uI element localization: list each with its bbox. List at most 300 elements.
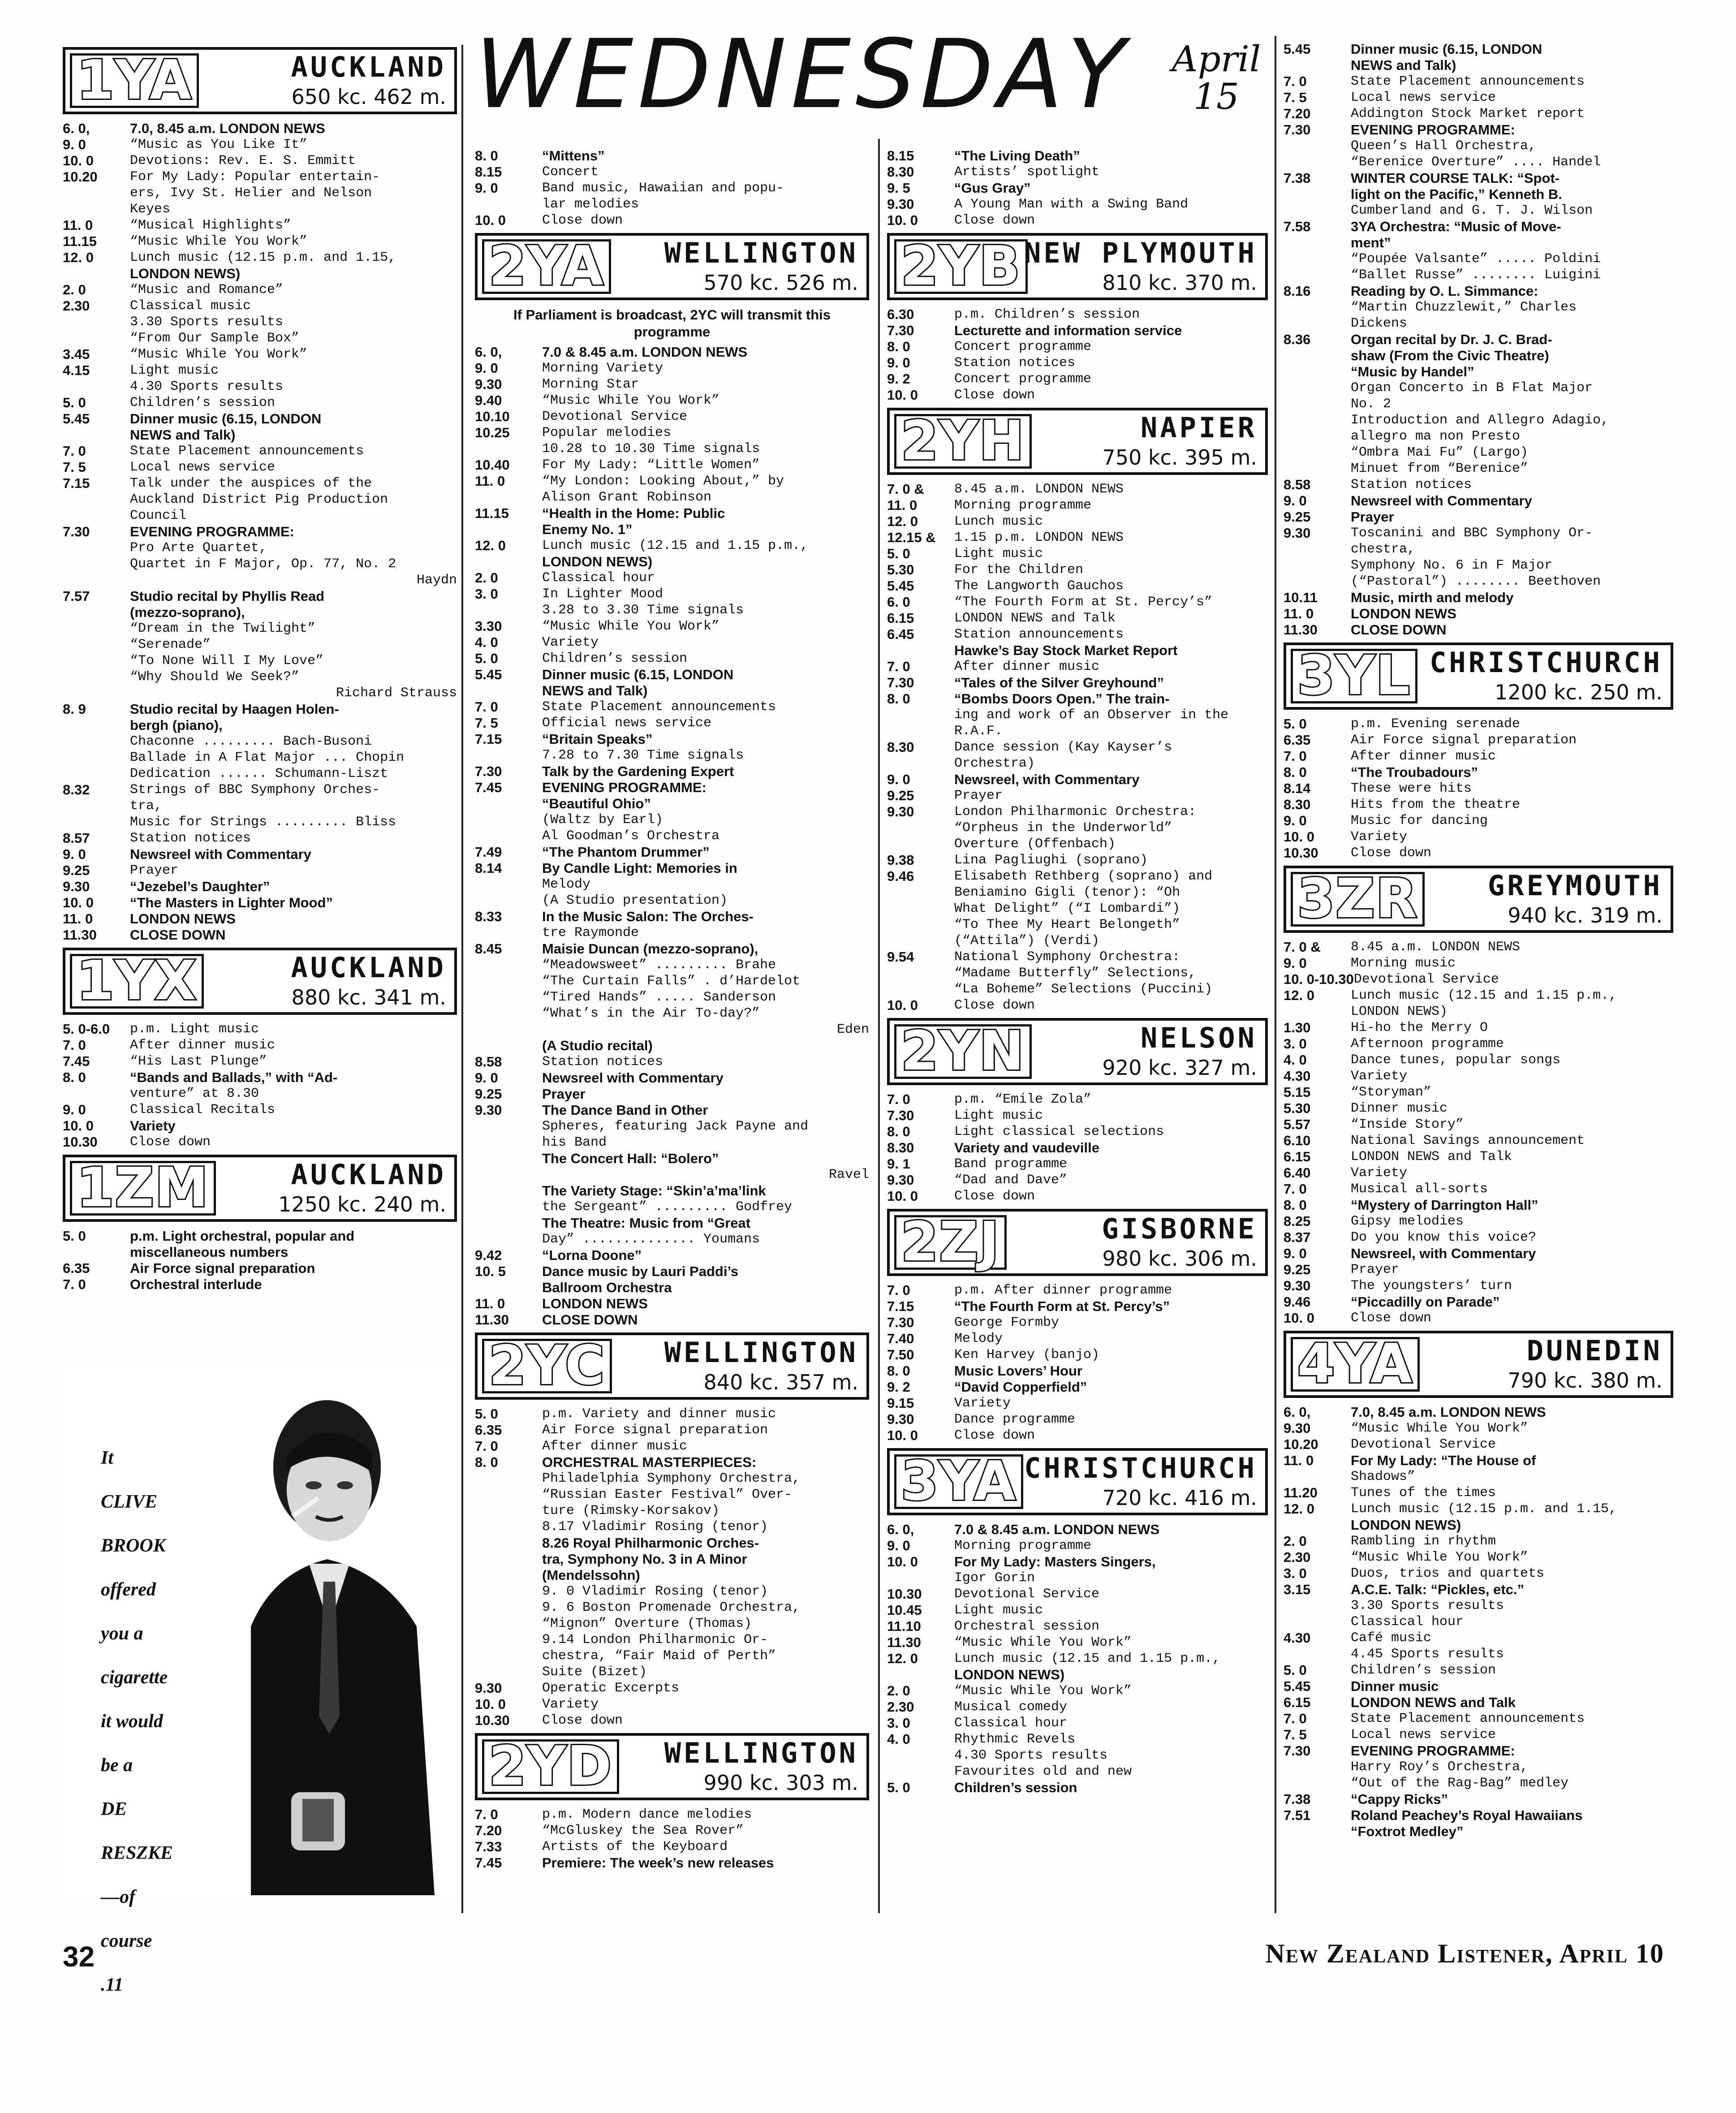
programme-credit: Haydn [416, 573, 457, 588]
programme-line [63, 250, 457, 266]
programme-line [475, 1215, 869, 1231]
programme-line [63, 572, 457, 588]
programme-line [63, 346, 457, 362]
programme-time: 9. 0 [1284, 813, 1307, 828]
programme-time: 9. 0 [887, 1538, 910, 1553]
programme-title: Spheres, featuring Jack Payne and [542, 1119, 809, 1134]
programme-line [887, 513, 1268, 530]
station-city: CHRISTCHURCH [1430, 646, 1663, 679]
programme-time: 11. 0 [63, 911, 93, 927]
programme-line [1284, 606, 1673, 622]
programme-title: (Mendelssohn) [542, 1567, 640, 1583]
programme-title: venture” at 8.30 [130, 1086, 259, 1101]
programme-title: “Tales of the Silver Greyhound” [954, 675, 1164, 690]
programme-line [887, 1634, 1268, 1651]
programme-line [63, 621, 457, 637]
programme-time: 9.46 [887, 868, 914, 884]
programme-title: Devotional Service [954, 1587, 1100, 1602]
programme-line [475, 715, 869, 731]
programme-title: Council [130, 508, 187, 523]
programme-line [1284, 1533, 1673, 1549]
programme-line [63, 556, 457, 572]
programme-title: Beniamino Gigli (tenor): “Oh [954, 885, 1180, 900]
date-heading [1165, 40, 1268, 116]
station-callsign: 2YC [482, 1339, 612, 1393]
advert-line: offered [101, 1579, 156, 1600]
programme-line [887, 868, 1268, 884]
programme-line [1284, 590, 1673, 606]
station-header-2yn [887, 1018, 1268, 1085]
programme-title: Cumberland and G. T. J. Wilson [1351, 203, 1593, 218]
programme-time: 6.35 [1284, 732, 1311, 748]
programme-time: 8. 0 [887, 1124, 910, 1139]
programme-time [475, 957, 542, 973]
programme-title: Station notices [130, 831, 251, 846]
programme-time [887, 820, 954, 836]
programme-title: Classical hour [954, 1716, 1068, 1731]
programme-time: 9. 2 [887, 371, 910, 387]
programme-title: National Savings announcement [1351, 1133, 1585, 1148]
advert-line: —of [101, 1887, 135, 1907]
programme-line [887, 1298, 1268, 1315]
programme-line [887, 1140, 1268, 1156]
programme-line [475, 1134, 869, 1151]
programme-time: 8. 9 [63, 701, 86, 717]
programme-title: Melody [954, 1331, 1003, 1346]
programme-title: NEWS and Talk) [130, 427, 236, 443]
programme-line [63, 121, 457, 137]
programme-line [887, 1683, 1268, 1699]
programme-line [1284, 1727, 1673, 1743]
programme-title: Variety [542, 635, 599, 650]
programme-time: 7.51 [1284, 1807, 1311, 1823]
programme-line [475, 344, 869, 360]
programme-time [1284, 364, 1351, 380]
programme-line [475, 1086, 869, 1102]
programme-line [63, 314, 457, 330]
programme-line [63, 379, 457, 395]
programme-title: “The Phantom Drummer” [542, 844, 710, 860]
date-day: 15 [1193, 76, 1239, 117]
programme-line [1284, 1469, 1673, 1485]
programme-time: 7.57 [63, 588, 90, 604]
programme-line [1284, 1824, 1673, 1840]
programme-line [1284, 1117, 1673, 1133]
programme-time [63, 685, 130, 701]
programme-time: 7.30 [887, 1108, 914, 1123]
programme-time [887, 1747, 954, 1764]
programme-title [542, 1022, 833, 1038]
programme-title: Close down [954, 998, 1035, 1013]
programme-line [887, 196, 1268, 212]
advert-line: course [101, 1931, 152, 1951]
programme-time [887, 1764, 954, 1780]
programme-line [1284, 1807, 1673, 1824]
programme-line [1284, 1294, 1673, 1310]
programme-line [475, 683, 869, 699]
programme-line [887, 1602, 1268, 1618]
programme-time [475, 893, 542, 909]
programme-time: 9.30 [887, 1411, 914, 1427]
programme-time: 7. 0 [63, 443, 86, 459]
station-header-1zm [63, 1155, 457, 1222]
programme-title: “Music While You Work” [130, 347, 308, 362]
programme-line [475, 909, 869, 925]
programme-title: 3.30 Sports results [130, 315, 284, 330]
programme-time: 7. 0 [887, 1282, 910, 1298]
station-frequency: 1200 kc. 250 m. [1495, 680, 1663, 704]
programme-time: 8.36 [1284, 332, 1311, 347]
programme-title: Lunch music (12.15 and 1.15 p.m., [1351, 988, 1617, 1003]
programme-line [1284, 267, 1673, 283]
programme-time: 9. 1 [887, 1156, 910, 1172]
programme-time [475, 1199, 542, 1215]
programme-line [887, 387, 1268, 403]
programme-time [887, 1570, 954, 1586]
programme-time: 8.37 [1284, 1229, 1311, 1245]
date-month: April [1172, 38, 1261, 80]
programme-line [475, 376, 869, 392]
programme-title: “Cappy Ricks” [1351, 1791, 1448, 1807]
programme-time [475, 489, 542, 505]
programme-line [475, 1648, 869, 1664]
programme-time: 8. 0 [887, 691, 910, 707]
programme-title: EVENING PROGRAMME: [542, 780, 706, 795]
programme-line [887, 1282, 1268, 1298]
programme-time: 2.30 [63, 298, 90, 314]
programme-title: Rambling in rhythm [1351, 1534, 1496, 1549]
programme-title: Morning Variety [542, 361, 663, 376]
programme-line [63, 685, 457, 701]
programme-time: 8.57 [63, 830, 90, 846]
programme-time [887, 981, 954, 997]
programme-line [1284, 380, 1673, 396]
programme-time: 7. 0 [1284, 1181, 1307, 1197]
programme-time: 10.45 [887, 1602, 922, 1618]
programme-title: Hits from the theatre [1351, 797, 1521, 812]
programme-time: 5. 0 [1284, 1662, 1307, 1678]
programme-time: 9. 0 [475, 360, 498, 376]
programme-time [475, 1038, 542, 1054]
programme-line [1284, 1133, 1673, 1149]
programme-time: 11. 0 [63, 217, 93, 233]
programme-time [1284, 1517, 1351, 1533]
programme-title: Close down [542, 213, 623, 228]
programme-title: Ballroom Orchestra [542, 1280, 672, 1295]
programme-line [63, 233, 457, 250]
programme-line [475, 634, 869, 651]
programme-title: Light music [954, 1108, 1043, 1123]
programme-time [63, 556, 130, 572]
programme-title: “Dream in the Twilight” [130, 621, 316, 636]
programme-title: 9.14 London Philharmonic Or- [542, 1632, 768, 1647]
programme-title: R.A.F. [954, 724, 1003, 739]
programme-line [887, 981, 1268, 997]
station-city: AUCKLAND [291, 951, 446, 984]
programme-line [63, 508, 457, 524]
programme-line [887, 1699, 1268, 1715]
programme-title: “Mittens” [542, 148, 605, 164]
programme-line [63, 1037, 457, 1053]
programme-line [63, 540, 457, 556]
station-city: NAPIER [1141, 411, 1257, 444]
programme-time: 9.30 [475, 1680, 502, 1696]
programme-line [887, 723, 1268, 739]
programme-line [887, 546, 1268, 562]
programme-line [1284, 1743, 1673, 1759]
programme-line [887, 884, 1268, 901]
programme-title: “Poupée Valsante” ..... Poldini [1351, 251, 1601, 267]
programme-title: Keyes [130, 202, 171, 217]
programme-time [475, 602, 542, 618]
programme-time: 9.30 [1284, 1420, 1311, 1436]
programme-line [475, 1231, 869, 1247]
programme-time [63, 201, 130, 217]
programme-title: Do you know this voice? [1351, 1230, 1537, 1245]
programme-line [475, 1680, 869, 1696]
programme-title: 3YA Orchestra: “Music of Move- [1351, 219, 1561, 234]
programme-line [475, 1616, 869, 1632]
programme-time: 10. 0 [63, 1118, 94, 1134]
station-header-2zj [887, 1209, 1268, 1276]
programme-time: 10. 0 [475, 1696, 506, 1712]
programme-title: Children’s session [954, 1780, 1077, 1795]
programme-time [1284, 1646, 1351, 1662]
programme-time [63, 669, 130, 685]
programme-title: Duos, trios and quartets [1351, 1566, 1545, 1581]
programme-line [887, 1667, 1268, 1683]
programme-time: 7.58 [1284, 219, 1311, 234]
programme-title: Café music [1351, 1630, 1432, 1646]
station-frequency: 570 kc. 526 m. [703, 271, 858, 295]
advert-line: .11 [101, 1975, 124, 1995]
programme-time [475, 1134, 542, 1151]
programme-title: EVENING PROGRAMME: [130, 524, 294, 539]
programme-title: “Tired Hands” ..... Sanderson [542, 990, 776, 1005]
programme-line [475, 1118, 869, 1134]
programme-line [1284, 1695, 1673, 1711]
programme-line [1284, 813, 1673, 829]
programme-line [1284, 315, 1673, 332]
station-callsign: 2ZJ [894, 1215, 1007, 1270]
programme-title: Close down [954, 213, 1035, 228]
programme-line [475, 164, 869, 180]
programme-time: 5.45 [1284, 1678, 1311, 1694]
programme-line [63, 766, 457, 782]
programme-title: Lunch music (12.15 p.m. and 1.15, [1351, 1501, 1617, 1517]
programme-line [1284, 73, 1673, 90]
programme-time [475, 1632, 542, 1648]
programme-line [63, 1134, 457, 1150]
programme-line [887, 933, 1268, 949]
programme-title: “Piccadilly on Parade” [1351, 1294, 1500, 1310]
programme-line [887, 949, 1268, 965]
programme-title: “David Copperfield” [954, 1379, 1087, 1395]
programme-line [475, 1296, 869, 1312]
programme-line [1284, 955, 1673, 971]
station-callsign: 2YB [894, 239, 1028, 294]
programme-title: George Formby [954, 1315, 1060, 1330]
programme-time [475, 1470, 542, 1487]
programme-title [542, 1167, 825, 1183]
programme-time: 9.30 [887, 1172, 914, 1188]
programme-line [475, 212, 869, 229]
station-city: WELLINGTON [664, 1737, 858, 1769]
station-header-4ya [1284, 1331, 1673, 1398]
programme-line [63, 1260, 457, 1276]
programme-line [475, 747, 869, 763]
programme-title: Lunch music [954, 514, 1043, 529]
programme-line [63, 588, 457, 604]
programme-title: Station announcements [954, 627, 1124, 642]
programme-line [63, 185, 457, 201]
programme-time [1284, 444, 1351, 461]
programme-line [475, 893, 869, 909]
programme-line [1284, 493, 1673, 509]
programme-title: NEWS and Talk) [542, 683, 648, 699]
programme-time [63, 266, 130, 282]
programme-title: CLOSE DOWN [130, 927, 226, 943]
programme-time [475, 796, 542, 812]
programme-line [887, 820, 1268, 836]
station-city: WELLINGTON [664, 1336, 858, 1369]
programme-line [475, 1470, 869, 1487]
programme-time [63, 572, 130, 588]
programme-time: 8. 0 [475, 1454, 498, 1470]
programme-title: Official news service [542, 716, 712, 731]
programme-title: Devotions: Rev. E. S. Emmitt [130, 153, 356, 168]
station-frequency: 980 kc. 306 m. [1102, 1246, 1257, 1271]
programme-line [1284, 1213, 1673, 1229]
programme-time [475, 1535, 542, 1551]
programme-time [1284, 1004, 1351, 1020]
programme-title: “Madame Butterfly” Selections, [954, 966, 1197, 981]
programme-line [63, 217, 457, 233]
programme-line [475, 1519, 869, 1535]
programme-line [1284, 461, 1673, 477]
programme-time: 6.45 [887, 626, 914, 642]
programme-time [887, 723, 954, 739]
programme-time: 7.45 [475, 1855, 502, 1871]
programme-title: “Music While You Work” [542, 619, 720, 634]
programme-time: 7.30 [887, 323, 914, 338]
programme-time: 10. 0 [887, 1554, 918, 1570]
programme-time: 9.54 [887, 949, 914, 965]
programme-time [1284, 267, 1351, 283]
programme-time: 5. 0 [475, 1406, 498, 1422]
programme-line [475, 699, 869, 715]
programme-title: 7.28 to 7.30 Time signals [542, 748, 744, 763]
programme-time: 10. 0 [887, 1188, 918, 1204]
programme-line [1284, 251, 1673, 267]
programme-title: Lunch music (12.15 and 1.15 p.m., [542, 538, 809, 553]
programme-line [475, 392, 869, 409]
station-header-2yh [887, 408, 1268, 475]
programme-line [887, 610, 1268, 626]
programme-line [1284, 1501, 1673, 1517]
programme-line [1284, 1052, 1673, 1068]
programme-time: 8.58 [475, 1054, 502, 1069]
programme-title: 7.0 & 8.45 a.m. LONDON NEWS [954, 1522, 1160, 1537]
programme-time [63, 508, 130, 524]
programme-line [887, 497, 1268, 513]
programme-time [1284, 380, 1351, 396]
programme-title: Studio recital by Phyllis Read [130, 588, 325, 604]
advert-line: you a [101, 1623, 143, 1644]
programme-title: “The Fourth Form at St. Percy’s” [954, 1298, 1170, 1314]
programme-title: 10.28 to 10.30 Time signals [542, 441, 760, 457]
programme-line [475, 780, 869, 796]
programme-line [1284, 1165, 1673, 1181]
station-frequency: 790 kc. 380 m. [1508, 1368, 1663, 1393]
programme-time: 4.15 [63, 362, 90, 378]
programme-time: 7.30 [1284, 1743, 1311, 1759]
programme-line [475, 570, 869, 586]
programme-time: 11. 0 [1284, 606, 1314, 621]
programme-line [1284, 235, 1673, 251]
programme-title: Variety and vaudeville [954, 1140, 1099, 1156]
programme-title: LONDON NEWS) [1351, 1517, 1461, 1533]
station-callsign: 3ZR [1291, 872, 1425, 927]
programme-time: 7.50 [887, 1347, 914, 1363]
programme-time [475, 1648, 542, 1664]
programme-line [887, 371, 1268, 387]
programme-time [475, 1487, 542, 1503]
programme-title: For My Lady: “Little Women” [542, 457, 760, 473]
programme-title: “Meadowsweet” ......... Brahe [542, 957, 776, 973]
programme-title: Introduction and Allegro Adagio, [1351, 413, 1609, 428]
programme-title: Alison Grant Robinson [542, 490, 712, 505]
programme-time: 10.30 [887, 1586, 922, 1602]
programme-time [1284, 251, 1351, 267]
programme-line [1284, 732, 1673, 748]
programme-time: 9.25 [1284, 1262, 1311, 1277]
programme-line [63, 798, 457, 814]
programme-title: Prayer [542, 1086, 586, 1102]
programme-line [63, 1244, 457, 1260]
programme-time: 9. 0 [63, 846, 86, 862]
programme-time: 11.10 [887, 1618, 921, 1634]
programme-title: Band music, Hawaiian and popu- [542, 181, 784, 196]
programme-time [1284, 315, 1351, 332]
programme-line [887, 1347, 1268, 1363]
programme-time: 7.20 [1284, 106, 1311, 121]
programme-line [1284, 1278, 1673, 1294]
programme-title: LONDON NEWS) [130, 266, 241, 281]
programme-title: “Berenice Overture” .... Handel [1351, 155, 1601, 170]
programme-line [63, 1118, 457, 1134]
programme-title: ment” [1351, 235, 1391, 250]
programme-time: 8.33 [475, 909, 502, 924]
programme-time: 8.30 [887, 739, 914, 755]
programme-time: 7. 0 & [1284, 939, 1321, 955]
programme-title: Rhythmic Revels [954, 1732, 1076, 1747]
programme-time: 8.32 [63, 782, 90, 798]
programme-title: Newsreel, with Commentary [954, 772, 1140, 787]
programme-time [475, 747, 542, 763]
programme-line [475, 1151, 869, 1167]
programme-time: 11.30 [887, 1634, 921, 1650]
programme-line [63, 330, 457, 346]
programme-title: 7.0, 8.45 a.m. LONDON NEWS [1351, 1404, 1546, 1420]
programme-time: 7.30 [63, 524, 90, 539]
programme-time [63, 540, 130, 556]
programme-line [475, 1038, 869, 1054]
programme-title: “The Living Death” [954, 148, 1080, 164]
programme-time [475, 1022, 542, 1038]
page-number: 32 [63, 1941, 95, 1973]
programme-line [475, 1567, 869, 1583]
